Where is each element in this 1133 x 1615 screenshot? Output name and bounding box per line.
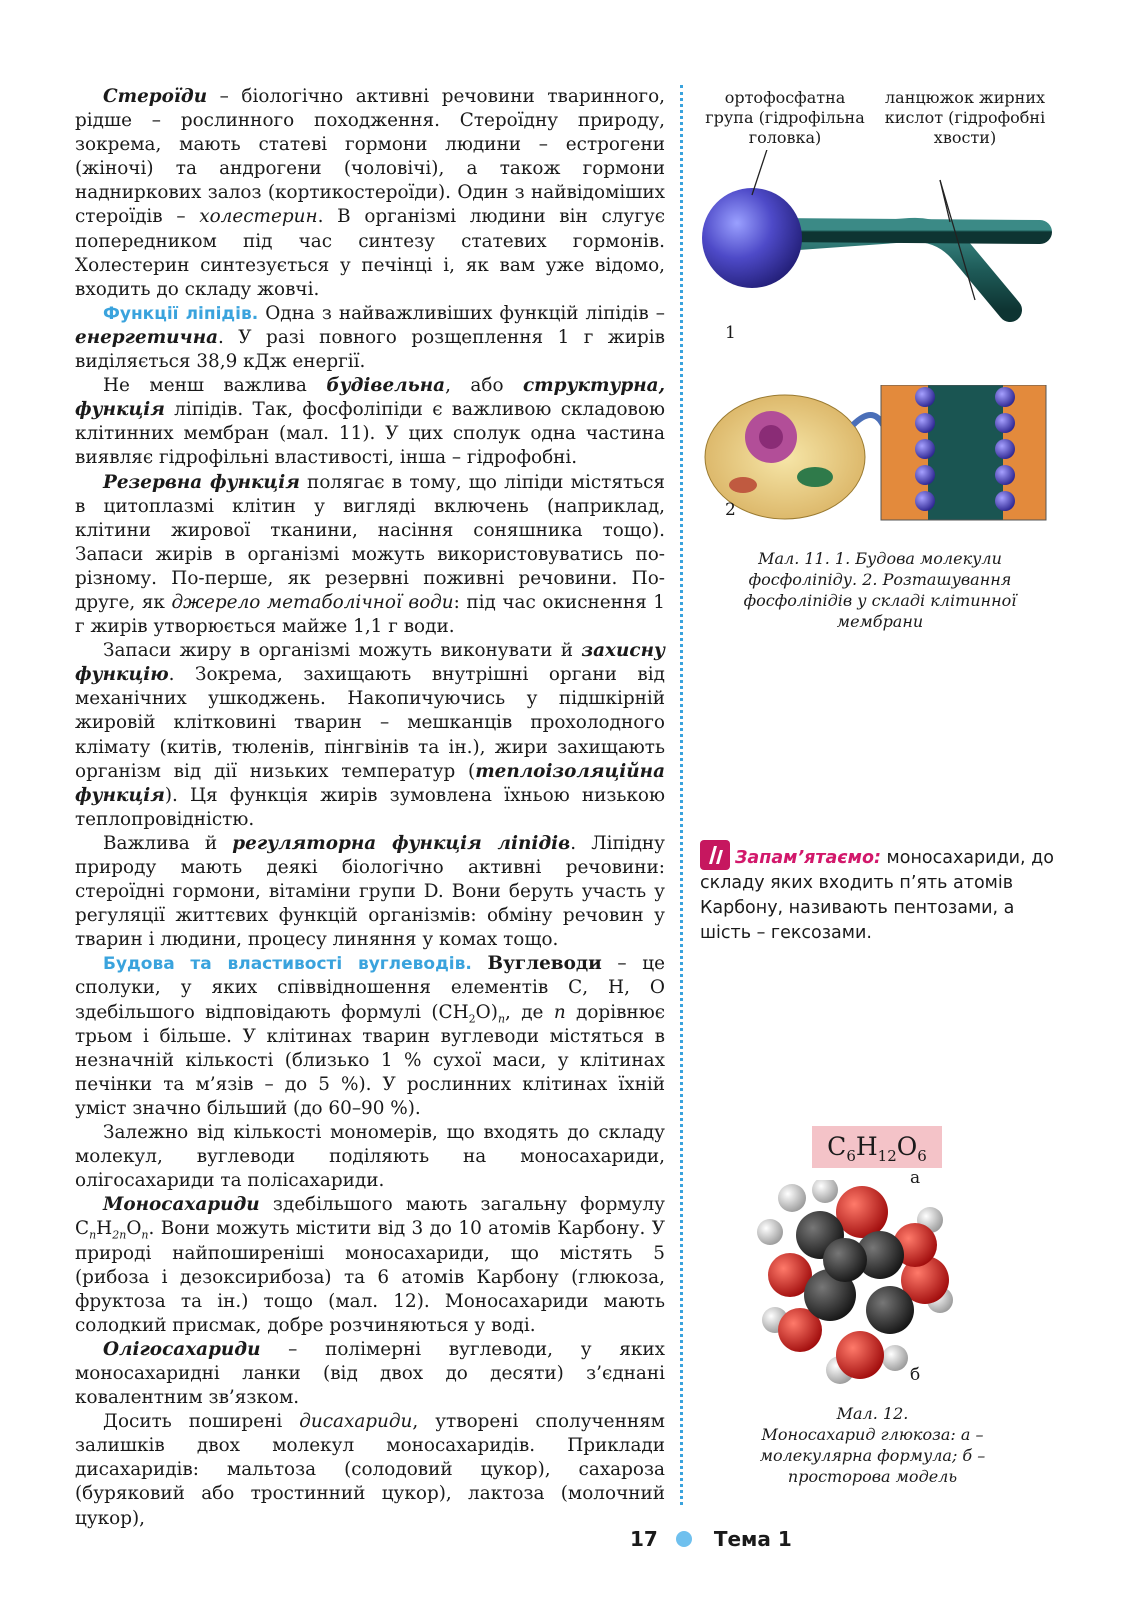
figure-11-part-1-number: 1 [725,323,736,343]
paragraph-classification: Залежно від кількості мономерів, що входять до складу молекул, вуглеводи поділяють на моносахариди, олігосахариди та полісахариди. [75,1122,665,1192]
remember-icon [700,840,730,870]
phospholipid-molecule-illustration [700,150,1070,370]
figure-12-label-b: б [910,1365,921,1385]
paragraph-reserve-function: Резервна функція полягає в тому, що ліпіди містяться в цитоплазмі клітин у вигляді включень (наприклад, клітини жирової тканини, насіння соняшника тощо). Запаси жирів в організмі можуть використовуватись по-різному. По-перше, як резервні поживні речовини. По-друге, як джерело метаболічної води: під час окиснення 1 г жирів утворюється майже 1,1 г води. [75,471,666,638]
dotted-column-divider [680,85,683,1505]
remember-note [700,840,1060,946]
paragraph-oligosaccharides: Олігосахариди – полімерні вуглеводи, у яких моносахаридні ланки (від двох до десяти) з’єднані ковалентним зв’язком. [75,1338,665,1409]
figure-12-caption: Моносахарид глюкоза: а – молекулярна формула; б – просторова модель [759,1425,986,1486]
footer-dot-icon [676,1531,692,1547]
remember-text: моносахариди, до складу яких входить п’ять атомів Карбону, називають пентозами, а шість – гексозами. [700,848,1054,943]
figure-11-caption: Мал. 11. 1. Будова молекули фосфоліпіду. 2. Розташування фосфоліпідів у складі клітинної мембрани [743,549,1017,631]
paragraph-disaccharides: Досить поширені дисахариди, утворені сполученням залишків двох молекул моносахаридів. Приклади дисахаридів: мальтоза (солодовий цукор), сахароза (буряковий або тростинний цукор), лактоза (молочний цукор), [75,1411,665,1529]
figure-12-caption-title: Мал. 12. [836,1404,909,1423]
heading-carbohydrates: Будова та властивості вуглеводів. [103,954,472,975]
cell-membrane-illustration [703,385,1048,525]
term-cholesterol: холестерин [199,206,318,228]
paragraph-monosaccharides: Моносахариди здебільшого мають загальну формулу $C_nH_{2n}O_n$. Вони можуть містити від 3 до 10 атомів Карбону. У природі найпоширеніші моносахариди, що містять 5 (рибоза і дезоксирибоза) та 6 атомів Карбону (глюкоза, фруктоза та ін.) тощо (мал. 12). Моносахариди мають солодкий присмак, добре розчиняються у воді. [75,1194,665,1336]
paragraph-structural-function: Не менш важлива будівельна, або структурна, функція ліпідів. Так, фосфоліпіди є важливою складовою клітинних мембран (мал. 11). У цих сполук одна частина виявляє гідрофільні властивості, інша – гідрофобні. [75,375,665,469]
remember-title: Запам’ятаємо: [735,848,881,868]
page-number: 17 [630,1527,658,1551]
main-text-column [75,85,665,1531]
term-steroids: Стероїди [103,86,208,107]
figure-12-label-a: а [910,1168,921,1188]
paragraph-regulatory-function: Важлива й регуляторна функція ліпідів. Ліпідну природу мають деякі біологічно активні речовини: стероїдні гормони, вітаміни групи D. Вони беруть участь у регуляції життєвих функцій організмів: обміну речовин у тварин і людини, процесу линяння у комах тощо. [75,832,665,951]
section-name: Тема 1 [713,1527,792,1551]
figure-11-part-2-number: 2 [725,500,736,520]
label-phosphate-group: ортофосфатна група (гідрофільна головка) [705,88,865,147]
paragraph-carbohydrates: Будова та властивості вуглеводів. Вуглеводи – це сполуки, у яких співвідношення елементів С, Н, О здебільшого відповідають формулі $(СН_2О)_n$, де n дорівнює трьом і більше. У клітинах тварин вуглеводи містяться в незначній кількості (близько 1 % сухої маси, у клітинах печінки та м’язів – до 5 %). У рослинних клітинах їхній уміст значно більший (до 60–90 %). [75,953,666,1119]
paragraph-lipid-functions: Функції ліпідів. Одна з найважливіших функцій ліпідів – енергетична. У разі повного розщеплення 1 г жирів виділяється 38,9 кДж енергії. [75,302,665,373]
paragraph-protective-function: Запаси жиру в організмі можуть виконувати й захисну функцію. Зокрема, захищають внутрішні органи від механічних ушкоджень. Накопичуючись у підшкірній жировій клітковині тварин – мешканців прохолодного клімату (китів, тюленів, пінгвінів та ін.), жири захищають організм від дії низьких температур (теплоізоляційна функція). Ця функція жирів зумовлена їхньою низькою теплопровідністю. [75,640,665,830]
page-footer [630,1527,792,1551]
paragraph-steroids: Стероїди – біологічно активні речовини тваринного, рідше – рослинного походження. Стероїдну природу, зокрема, мають статеві гормони людини – естрогени (жіночі) та андрогени (чоловічі), а також гормони надниркових залоз (кортикостероїди). Один з найвідоміших стероїдів – холестерин. В організмі людини він слугує попередником під час синтезу статевих гормонів. Холестерин синтезується у печінці і, як вам уже відомо, входить до складу жовчі. [75,86,665,300]
glucose-formula: $C_6H_{12}O_6$ [812,1126,942,1168]
label-fatty-acid-tails: ланцюжок жирних кислот (гідрофобні хвости) [884,88,1046,147]
heading-lipid-functions: Функції ліпідів. [103,303,259,324]
glucose-3d-model [730,1180,970,1390]
